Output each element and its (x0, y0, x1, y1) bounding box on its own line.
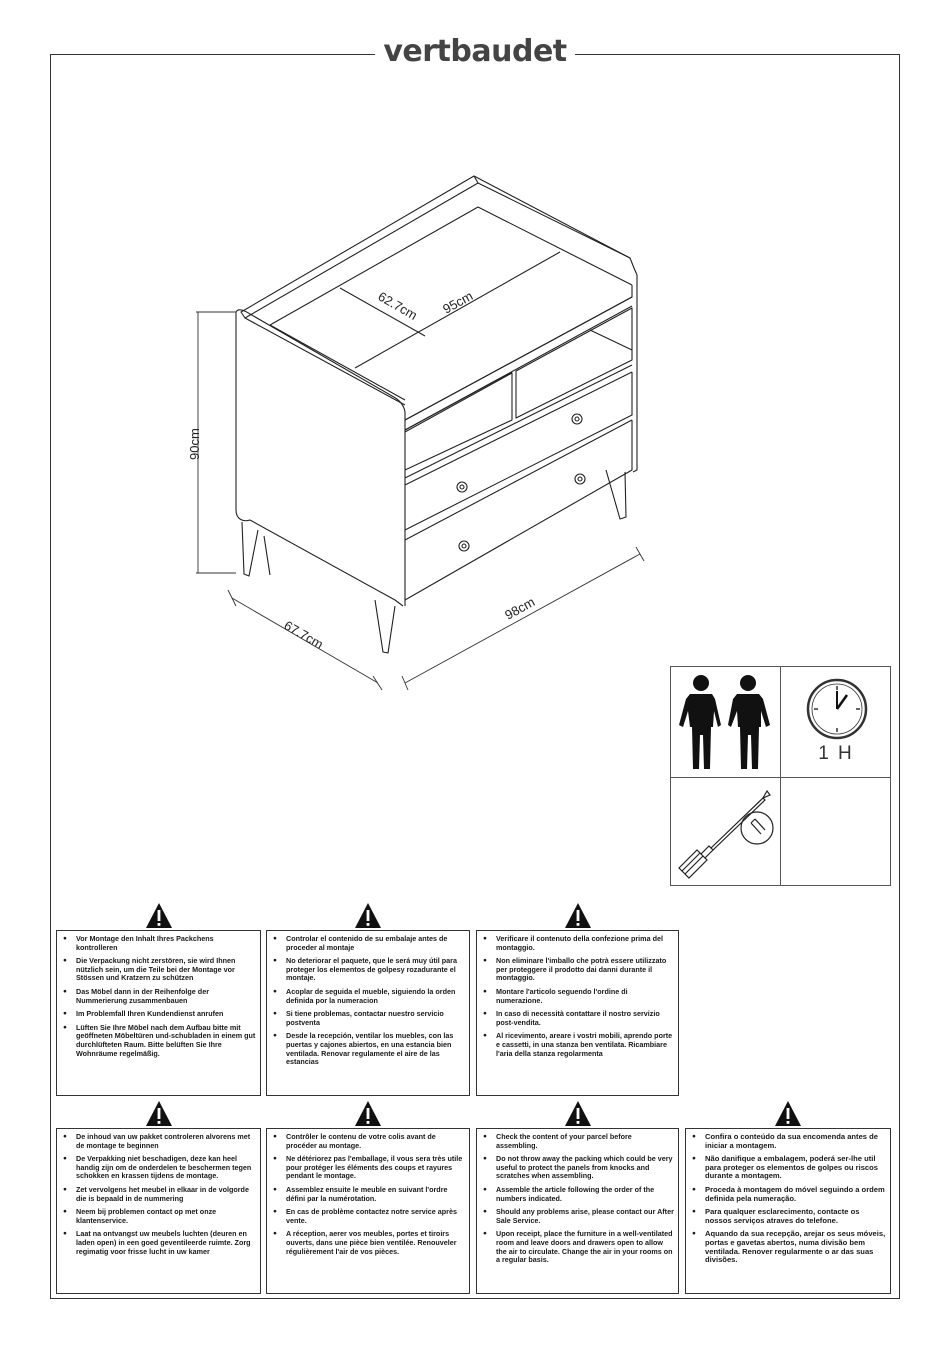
warning-icon (354, 902, 382, 930)
warning-item: ● Das Möbel dann in der Reihenfolge der Nummerierung zusammenbauen (63, 988, 257, 1005)
warning-item: ● In caso di necessità contattare il nostro servizio post-vendita. (483, 1010, 675, 1027)
warning-icon (145, 902, 173, 930)
depth-label: 67.7cm (281, 617, 326, 652)
warning-box-es (266, 902, 470, 1096)
left-side-panel (236, 312, 403, 606)
warning-item: ● A réception, aerer vos meubles, portes et tiroirs ouverts, dans une pièce bien ventilée. Renouveler régulièrement l'air de vos pièces. (273, 1230, 466, 1256)
warning-item: ● Neem bij problemen contact op met onze klantenservice. (63, 1208, 257, 1225)
warning-item: ● Check the content of your parcel before assembling. (483, 1133, 675, 1150)
leg-back-right (606, 470, 626, 519)
warning-item: ● Assemble the article following the order of the numbers indicated. (483, 1186, 675, 1203)
warning-item: ● Acoplar de seguida el mueble, siguiendo la orden definida por la numeracion (273, 988, 466, 1005)
warning-item: ● Die Verpackung nicht zerstören, sie wird Ihnen nützlich sein, um die Teile bei der Montage vor Stössen und Kratzern zu schützen (63, 957, 257, 983)
warning-item: ● Montare l'articolo seguendo l'ordine di numerazione. (483, 988, 675, 1005)
warning-item: ● Vor Montage den Inhalt Ihres Packchens kontrolleren (63, 935, 257, 952)
warning-item: ● Zet vervolgens het meubel in elkaar in de volgorde die is bepaald in de nummering (63, 1186, 257, 1203)
warning-item: ● De inhoud van uw pakket controleren alvorens met de montage te beginnen (63, 1133, 257, 1150)
warning-item: ● Controlar el contenido de su embalaje antes de proceder al montaje (273, 935, 466, 952)
warning-icon (774, 1100, 802, 1128)
warning-icon (564, 1100, 592, 1128)
width-label: 98cm (502, 594, 538, 623)
right-side-panel (478, 183, 637, 472)
warning-item: ● Assemblez ensuite le meuble en suivant l'ordre défini par la numérotation. (273, 1186, 466, 1203)
warning-item: ● Upon receipt, place the furniture in a well-ventilated room and leave doors and drawers open to allow the air to circulate. Change the air in your rooms on a regular basis. (483, 1230, 675, 1264)
two-persons-icon (671, 667, 779, 775)
warning-icon (145, 1100, 173, 1128)
middle-drawer (405, 372, 632, 530)
top-depth-label: 62.7cm (375, 288, 420, 323)
warning-item: ● De Verpakking niet beschadigen, deze kan heel handig zijn om de onderdelen te beschermen tegen schokken en krassen tijdens de montage. (63, 1155, 257, 1181)
warning-item: ● Do not throw away the packing which could be very useful to protect the panels from knocks and scratches when assembling. (483, 1155, 675, 1181)
width-dimension-line (405, 554, 640, 683)
warning-box-en (476, 1100, 679, 1294)
warning-item: ● Laat na ontvangst uw meubels luchten (deuren en laden open) in een goed geventileerde ruimte. Zorg regimatig voor frisse lucht in uw kamer (63, 1230, 257, 1256)
warning-item: ● Proceda à montagem do móvel seguindo a ordem definida pela numeração. (692, 1186, 887, 1203)
warning-item: ● Verificare il contenuto della confezione prima del montaggio. (483, 935, 675, 952)
leg-front-left (242, 522, 258, 576)
warning-box-nl (56, 1100, 261, 1294)
warning-item: ● Non eliminare l'imballo che potrà essere utilizzato per proteggere il prodotto dai danni durante il montaggio. (483, 957, 675, 983)
warning-item: ● En cas de problème contactez notre service après vente. (273, 1208, 466, 1225)
height-label: 90cm (187, 428, 202, 460)
warning-item: ● Contrôler le contenu de votre colis avant de procéder au montage. (273, 1133, 466, 1150)
warning-icon (354, 1100, 382, 1128)
upper-right-drawer (516, 308, 632, 418)
warning-item: ● Si tiene problemas, contactar nuestro servicio postventa (273, 1010, 466, 1027)
warning-item: ● Should any problems arise, please contact our After Sale Service. (483, 1208, 675, 1225)
warning-box-it (476, 902, 679, 1096)
warning-item: ● No deteriorar el paquete, que le será muy útil para proteger los elementos de golpesy rozadurante el montaje. (273, 957, 466, 983)
warning-item: ● Desde la recepción, ventilar los muebles, con las puertas y cajones abiertos, en una estancia bien ventilada. Renovar regulamente el aire de las estancias (273, 1032, 466, 1066)
warning-icon (564, 902, 592, 930)
warning-box-de (56, 902, 261, 1096)
warning-item: ● Al ricevimento, areare i vostri mobili, aprendo porte e cassetti, in una stanza ben ventilata. Ricambiare l'aria della stanza regolarmenta (483, 1032, 675, 1058)
warning-item: ● Im Problemfall Ihren Kundendienst anrufen (63, 1010, 257, 1019)
screwdriver-icon (671, 778, 779, 886)
brand-logo: vertbaudet (0, 34, 950, 69)
warning-item: ● Para qualquer esclarecimento, contacte os nossos serviços atraves do telefone. (692, 1208, 887, 1225)
top-width-label: 95cm (440, 288, 476, 317)
warning-item: ● Aquando da sua recepção, arejar os seus móveis, portas e gavetas abertos, numa divisão bem ventilada. Renover regularmente o ar das suas divisões. (692, 1230, 887, 1264)
bottom-drawer (405, 420, 632, 600)
warning-item: ● Confira o conteúdo da sua encomenda antes de iniciar a montagem. (692, 1133, 887, 1150)
assembly-time: 1 H (818, 743, 854, 764)
assembly-info-grid (670, 666, 891, 886)
warning-item: ● Ne détériorez pas l'emballage, il vous sera très utile pour protéger les éléments des coups et rayures pendant le montage. (273, 1155, 466, 1181)
leg-front-right (375, 600, 395, 653)
warning-box-pt (685, 1100, 891, 1294)
warning-item: ● Lüften Sie Ihre Möbel nach dem Aufbau bitte mit geöffneten Möbeltüren und-schubladen in einem gut durchlüfteten Raum. Bitte belüften Sie Ihre Wohnräume regelmäßig. (63, 1024, 257, 1058)
clock-icon (781, 667, 889, 742)
warning-box-fr (266, 1100, 470, 1294)
warning-item: ● Não danifique a embalagem, poderá ser-lhe util para proteger os elementos de golpes ou riscos durante a montagem. (692, 1155, 887, 1181)
